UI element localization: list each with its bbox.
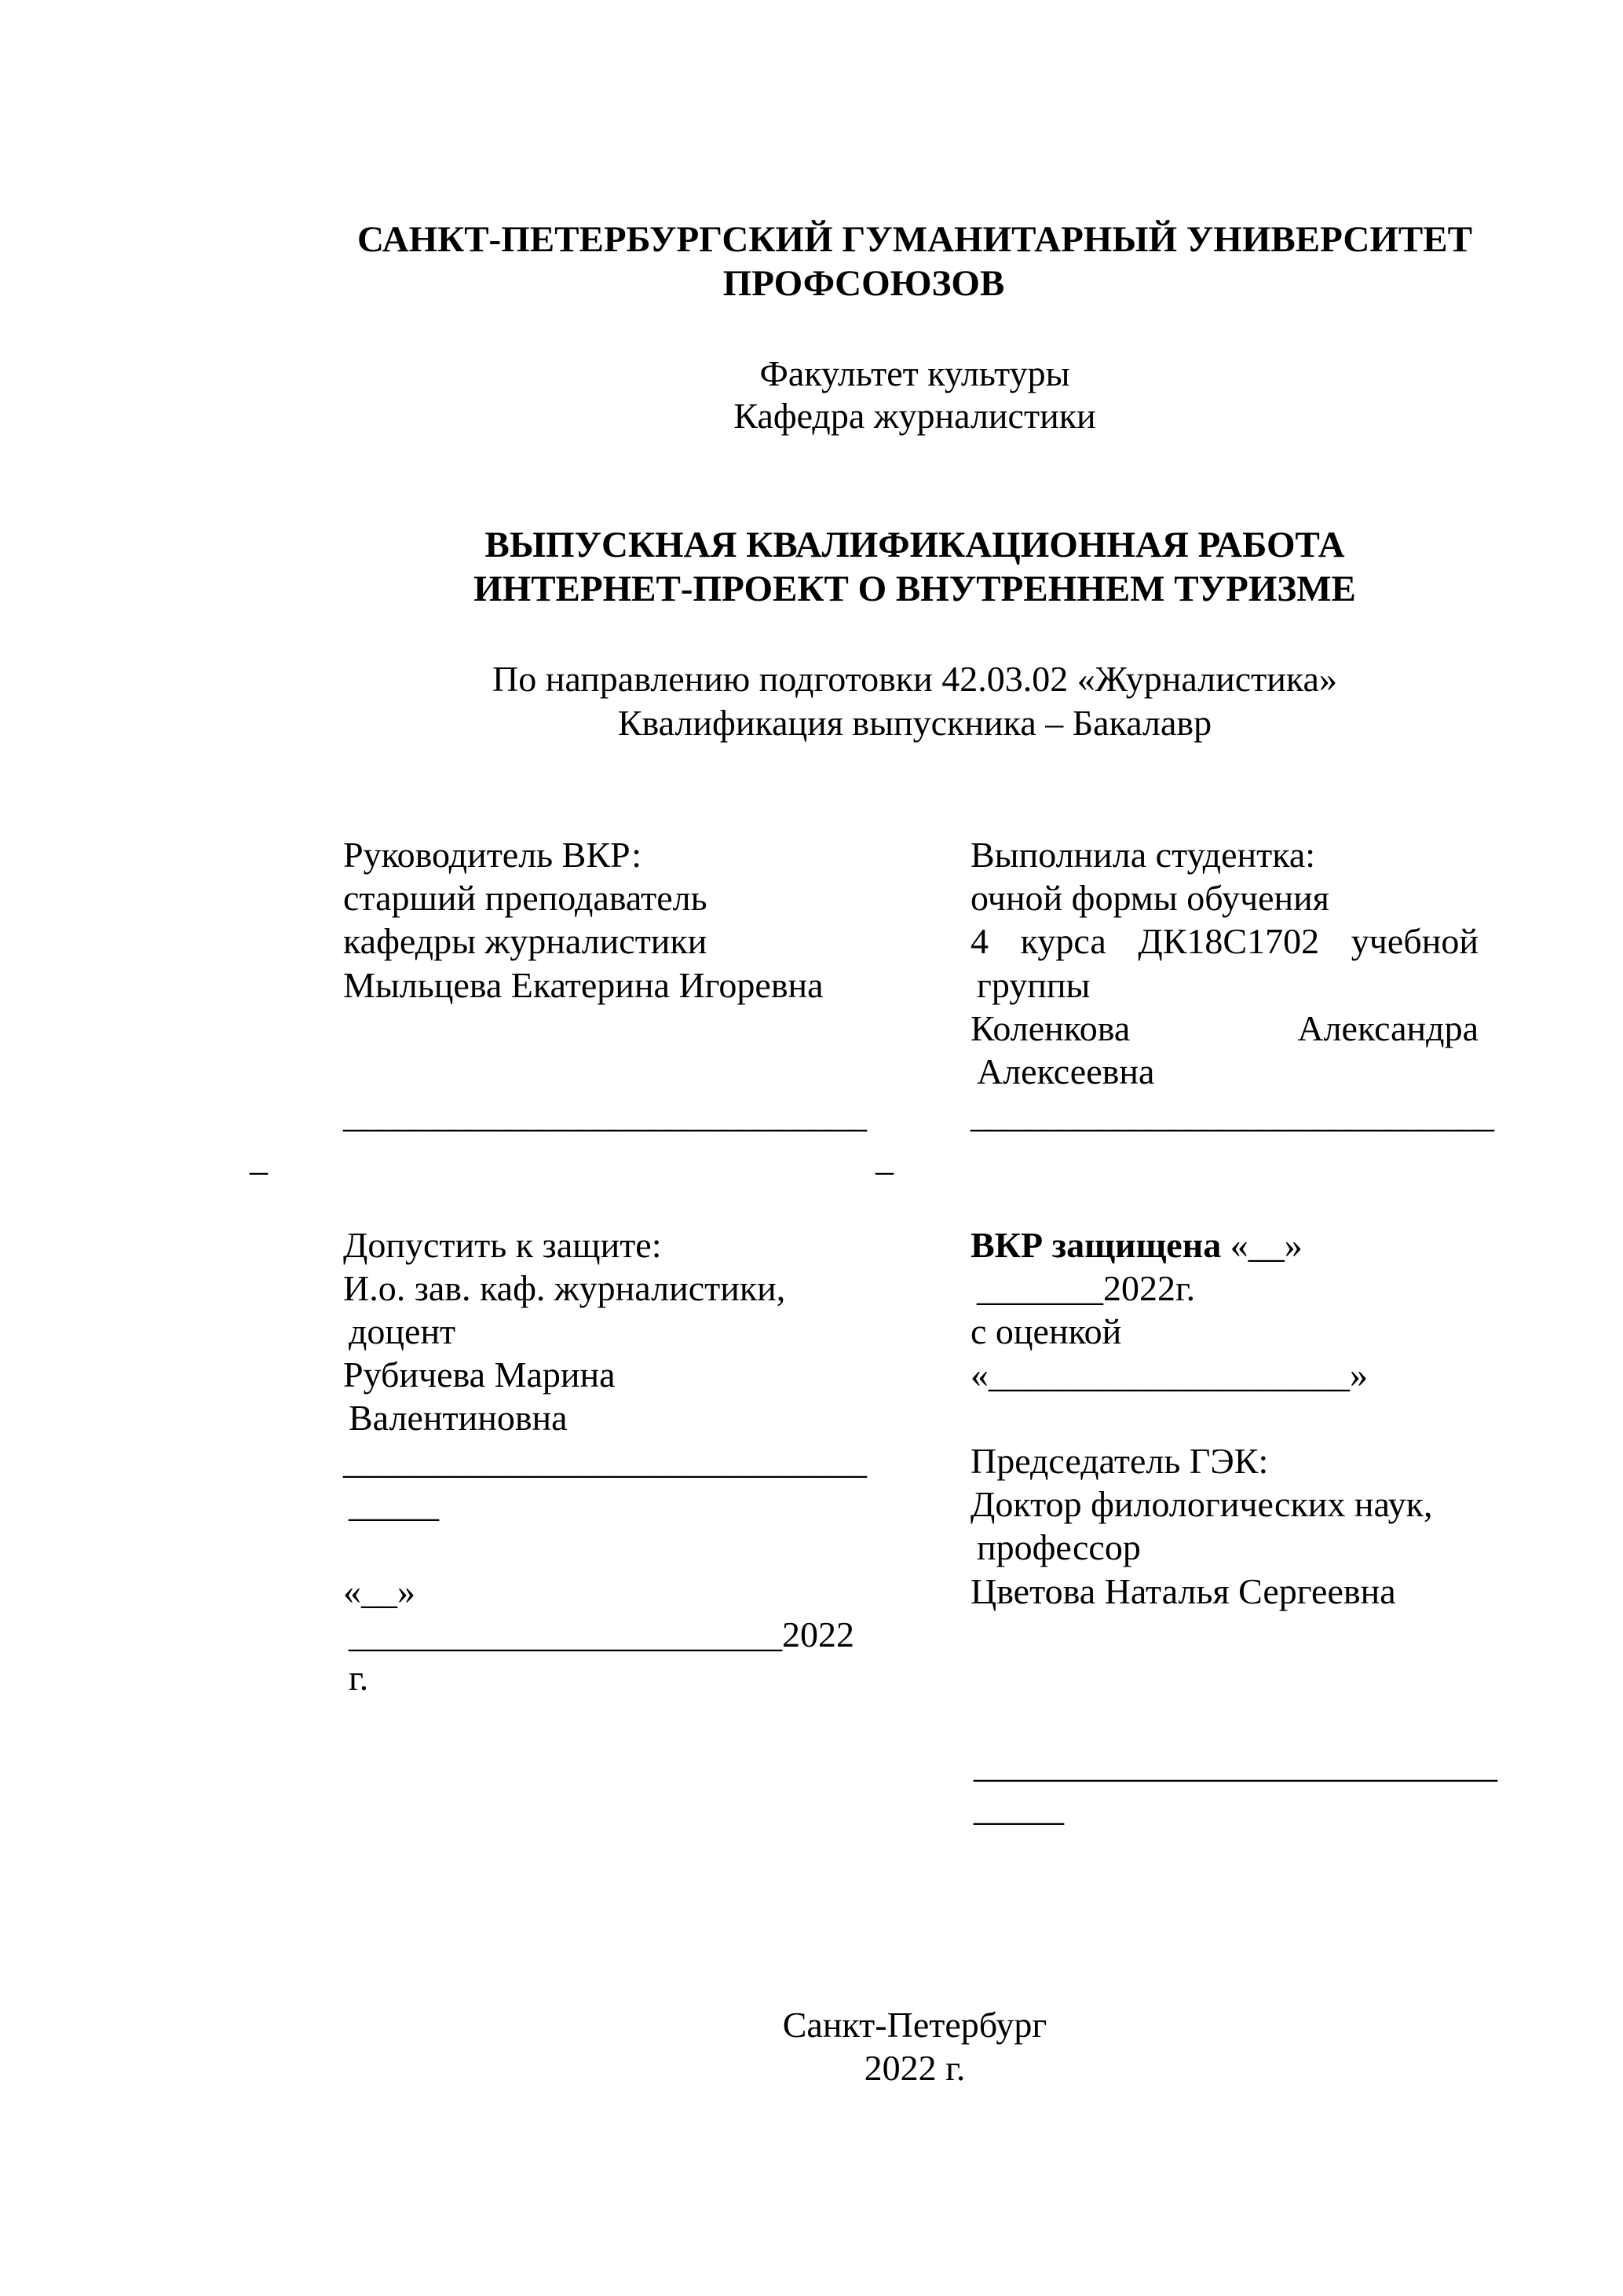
student-heading: Выполнила студентка:: [971, 835, 1316, 875]
defense-heading: [971, 1227, 1303, 1263]
qualification: Квалификация выпускника – Бакалавр: [617, 703, 1212, 743]
student-name: [971, 1008, 1479, 1048]
student-surname: Коленкова: [971, 1008, 1131, 1048]
admission-signature-line: _____________________________: [343, 1441, 867, 1481]
department: Кафедра журналистики: [733, 396, 1096, 436]
chairman-signature-line: _____________________________: [974, 1745, 1497, 1785]
supervisor-department: кафедры журналистики: [343, 921, 707, 961]
admission-name-line2: Валентиновна: [349, 1398, 568, 1438]
work-title: ИНТЕРНЕТ-ПРОЕКТ О ВНУТРЕННЕМ ТУРИЗМЕ: [473, 569, 1356, 609]
student-dash: _: [875, 1138, 894, 1178]
student-group-code: ДК18С1702: [1138, 921, 1320, 961]
chairman-signature-tail: _____: [974, 1788, 1064, 1828]
student-given-name: Александра: [1297, 1008, 1479, 1048]
student-patronymic: Алексеевна: [977, 1051, 1155, 1091]
admission-title: доцент: [349, 1311, 456, 1351]
admission-name-line1: Рубичева Марина: [343, 1355, 616, 1395]
chairman-name: Цветова Наталья Сергеевна: [971, 1571, 1396, 1611]
supervisor-dash: _: [250, 1138, 268, 1178]
student-group-word: группы: [977, 965, 1091, 1005]
city: Санкт-Петербург: [782, 2005, 1047, 2045]
chairman-degree: Доктор филологических наук,: [971, 1484, 1433, 1524]
supervisor-signature-line: _____________________________: [343, 1095, 867, 1135]
student-course: [971, 923, 1479, 960]
admission-date-suffix: г.: [349, 1658, 369, 1698]
admission-signature-tail: _____: [349, 1484, 439, 1524]
student-course-number: 4: [971, 921, 989, 961]
student-course-word: курса: [1020, 921, 1106, 961]
chairman-heading: Председатель ГЭК:: [971, 1441, 1269, 1481]
supervisor-name: Мыльцева Екатерина Игоревна: [343, 965, 824, 1005]
supervisor-heading: Руководитель ВКР:: [343, 835, 642, 875]
study-direction: По направлению подготовки 42.03.02 «Журналистика»: [492, 659, 1337, 699]
faculty: Факультет культуры: [759, 353, 1070, 393]
supervisor-position: старший преподаватель: [343, 878, 707, 918]
defense-grade-line: «____________________»: [971, 1355, 1368, 1395]
student-study-form: очной формы обучения: [971, 878, 1329, 918]
defense-heading-label: ВКР защищена: [971, 1225, 1222, 1265]
defense-grade-label: с оценкой: [971, 1311, 1122, 1351]
student-study-word: учебной: [1351, 921, 1479, 961]
admission-date-line: ________________________2022: [349, 1614, 854, 1654]
admission-position: И.о. зав. каф. журналистики,: [343, 1268, 786, 1308]
admission-heading: Допустить к защите:: [343, 1225, 662, 1265]
work-type: ВЫПУСКНАЯ КВАЛИФИКАЦИОННАЯ РАБОТА: [484, 525, 1345, 565]
defense-heading-quotes: «__»: [1221, 1225, 1303, 1265]
university-name-line2: ПРОФСОЮЗОВ: [722, 263, 1005, 304]
admission-date-quotes: «__»: [343, 1571, 415, 1611]
chairman-title: профессор: [977, 1527, 1141, 1567]
university-name-line1: САНКТ-ПЕТЕРБУРГСКИЙ ГУМАНИТАРНЫЙ УНИВЕРСИТЕТ: [357, 219, 1472, 260]
year: 2022 г.: [864, 2048, 966, 2088]
defense-year-line: _______2022г.: [977, 1268, 1196, 1308]
student-signature-line: _____________________________: [971, 1095, 1494, 1135]
